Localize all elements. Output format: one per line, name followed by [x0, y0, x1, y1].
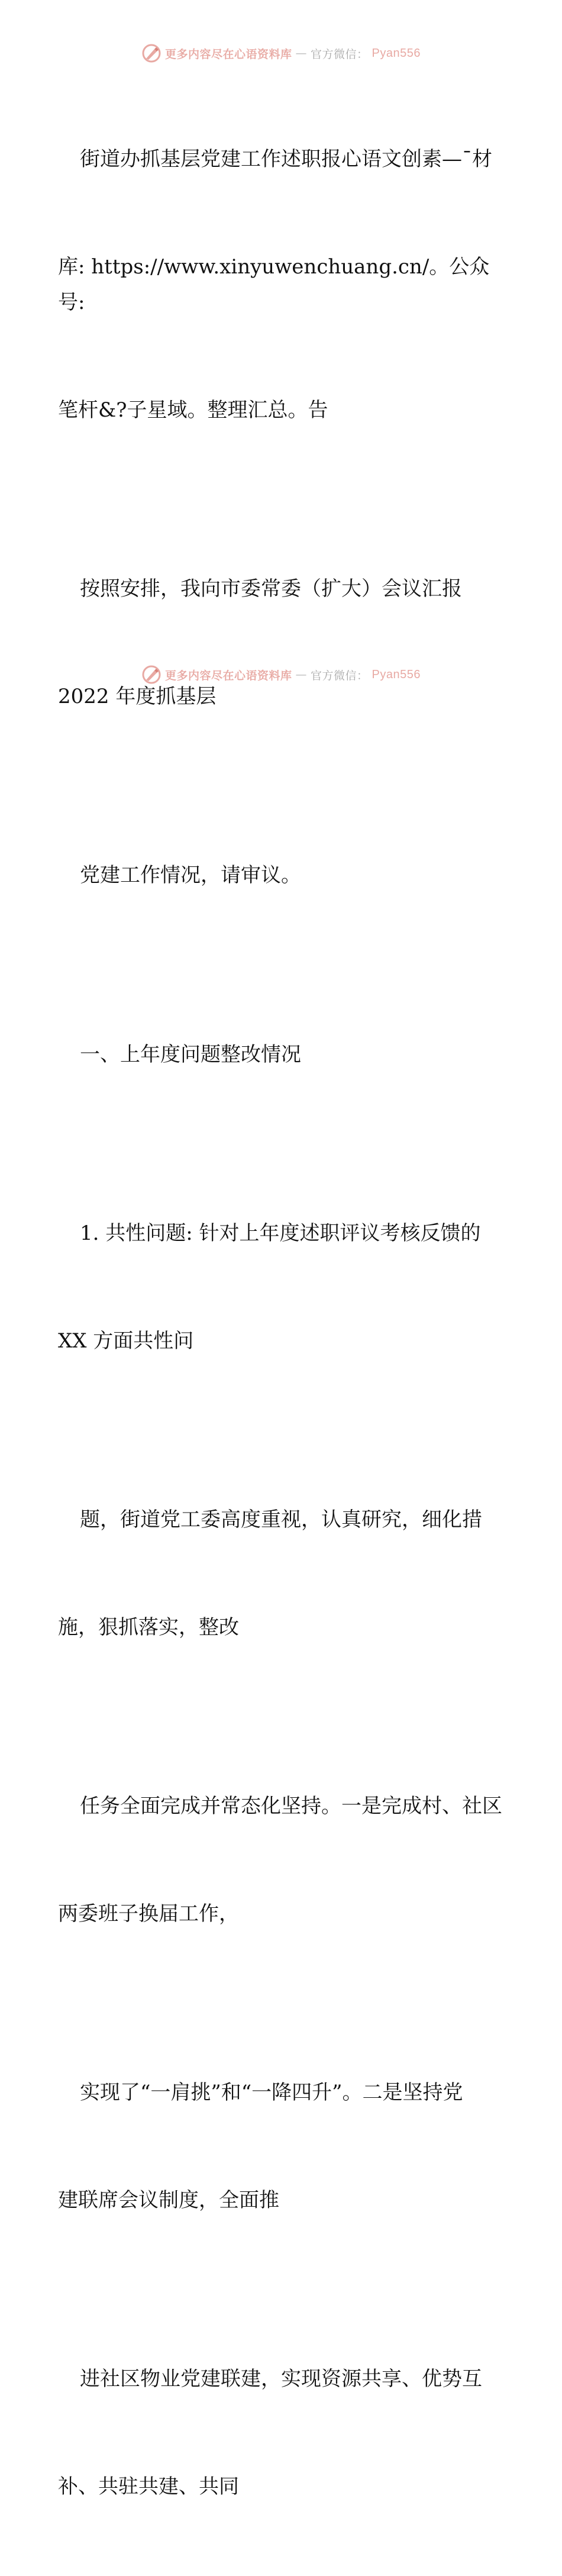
- text-line: 进社区物业党建联建，实现资源共享、优势互: [80, 2367, 482, 2391]
- watermark-brand: 更多内容尽在心语资料库: [165, 669, 292, 682]
- watermark-footer: [0, 664, 562, 685]
- paragraph-8: [58, 2290, 508, 2576]
- text-line: 按照安排，我向市委常委（扩大）会议汇报: [80, 577, 462, 601]
- paragraph-1: [58, 70, 508, 499]
- watermark-brand: 更多内容尽在心语资料库: [165, 47, 292, 61]
- watermark-label: 官方微信：: [311, 47, 369, 61]
- watermark-separator: —: [295, 668, 308, 681]
- text-line: 一、上年度问题整改情况: [80, 1042, 301, 1066]
- watermark-header: [0, 43, 562, 64]
- text-line: 任务全面完成并常态化坚持。一是完成村、社区: [80, 1794, 502, 1818]
- text-line: 党建工作情况，请审议。: [80, 863, 301, 887]
- paragraph-3: [58, 786, 508, 965]
- paragraph-2: [58, 499, 508, 786]
- document-body: [58, 70, 508, 2576]
- text-line: 1. 共性问题: 针对上年度述职评议考核反馈的: [80, 1221, 481, 1245]
- section-heading: [58, 965, 508, 1144]
- watermark-id: Pyan556: [372, 46, 421, 60]
- text-line: 补、共驻共建、共同: [58, 2474, 239, 2498]
- watermark-separator: —: [295, 47, 308, 60]
- text-line: 街道办抓基层党建工作述职报心语文创素—¯材: [80, 147, 492, 171]
- pen-circle-icon: [141, 665, 162, 685]
- pen-circle-icon: [141, 43, 162, 63]
- paragraph-6: [58, 1717, 508, 2003]
- text-line: 库: https://www.xinyuwenchuang.cn/。公众号:: [58, 254, 490, 314]
- text-line: 题，街道党工委高度重视，认真研究，细化措: [80, 1508, 482, 1532]
- text-line: 两委班子换届工作，: [58, 1901, 239, 1926]
- paragraph-4: [58, 1144, 508, 1430]
- watermark-label: 官方微信：: [311, 669, 369, 682]
- text-line: 建联席会议制度，全面推: [58, 2188, 279, 2212]
- paragraph-7: [58, 2003, 508, 2290]
- text-line: 笔杆&?子星域。整理汇总。告: [58, 398, 328, 422]
- text-line: 2022 年度抓基层: [58, 684, 217, 708]
- text-line: 实现了“一肩挑”和“一降四升”。二是坚持党: [80, 2081, 463, 2104]
- paragraph-5: [58, 1430, 508, 1717]
- text-line: XX 方面共性问: [58, 1329, 194, 1353]
- watermark-id: Pyan556: [372, 668, 421, 681]
- text-line: 施，狠抓落实，整改: [58, 1615, 239, 1639]
